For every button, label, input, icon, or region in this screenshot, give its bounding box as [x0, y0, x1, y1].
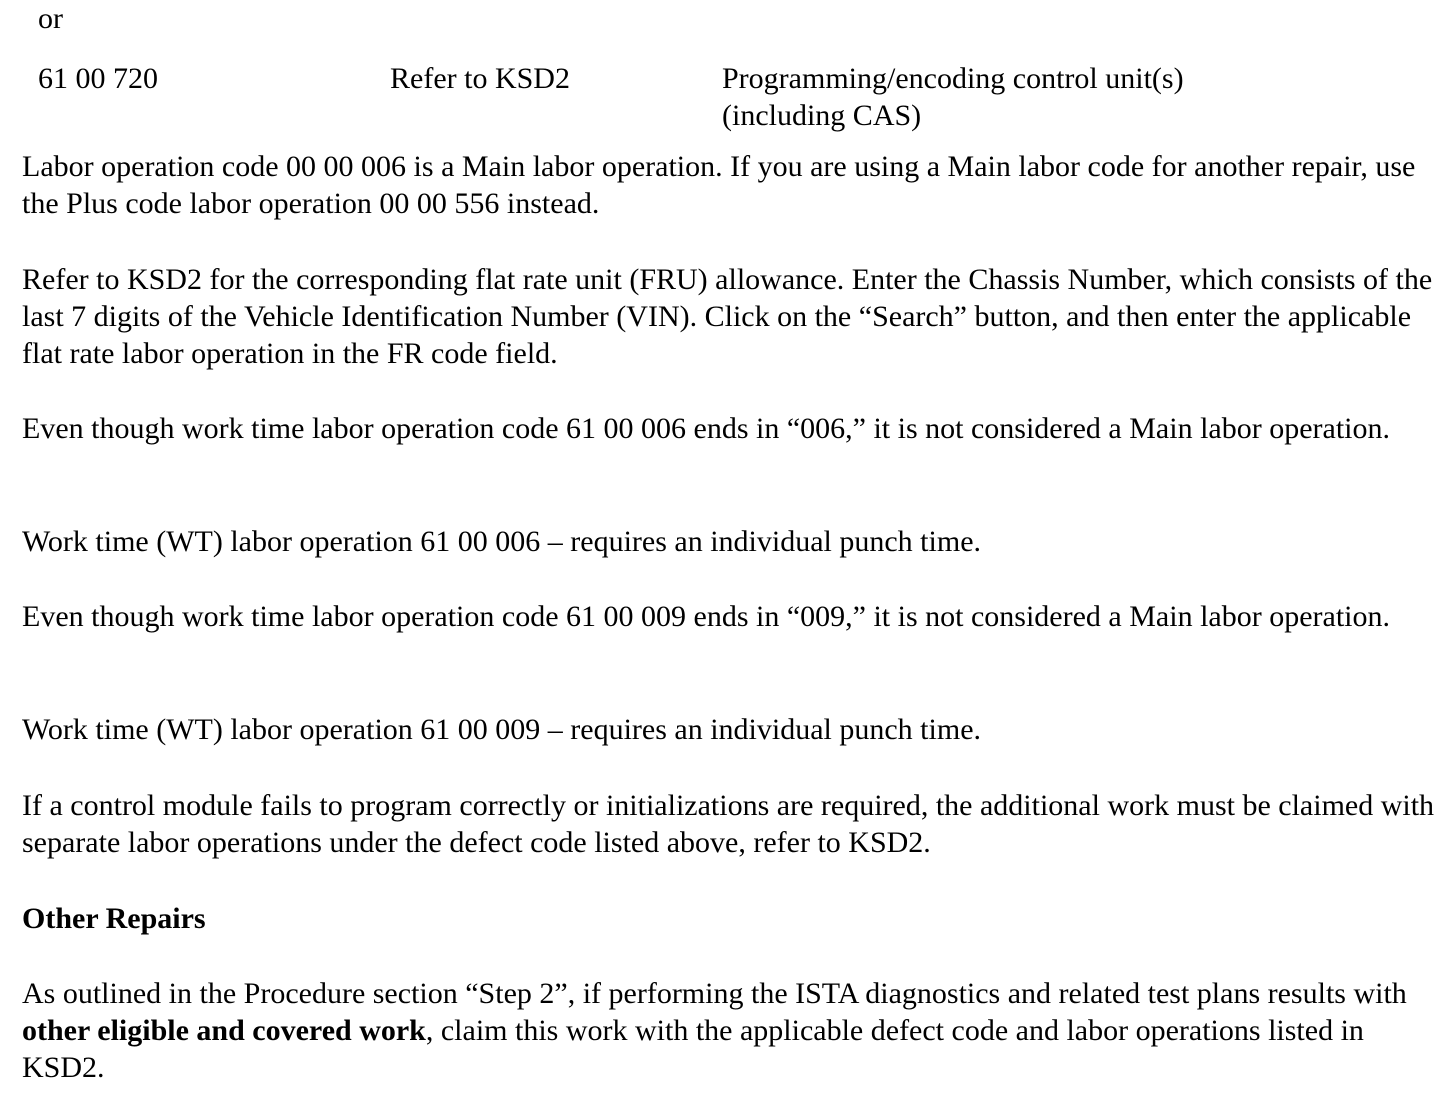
- labor-description-line2: (including CAS): [722, 99, 922, 132]
- labor-operation-row: [0, 60, 1456, 140]
- main-labor-paragraph: Labor operation code 00 00 006 is a Main labor operation. If you are using a Main labor code for another repair, use the Plus code labor operation 00 00 556 instead.: [22, 150, 1416, 220]
- other-repairs-heading: Other Repairs: [22, 902, 206, 935]
- other-repairs-paragraph: [22, 975, 1442, 1086]
- labor-reference: Refer to KSD2: [390, 62, 570, 95]
- other-repairs-text-after: , claim this work with the applicable defect code and labor operations listed in KSD2.: [22, 1014, 1364, 1084]
- wt-009-note-paragraph: Even though work time labor operation code 61 00 009 ends in “009,” it is not considered a Main labor operation.: [22, 600, 1391, 633]
- wt-006-punch-paragraph: Work time (WT) labor operation 61 00 006 – requires an individual punch time.: [22, 525, 982, 558]
- labor-code: 61 00 720: [38, 62, 158, 95]
- other-repairs-text-before: As outlined in the Procedure section “Step 2”, if performing the ISTA diagnostics and related test plans results with: [22, 977, 1407, 1010]
- labor-description-line1: Programming/encoding control unit(s): [722, 62, 1184, 95]
- wt-006-note-paragraph: Even though work time labor operation code 61 00 006 ends in “006,” it is not considered a Main labor operation.: [22, 412, 1391, 445]
- labor-description: [722, 60, 1422, 134]
- wt-009-punch-paragraph: Work time (WT) labor operation 61 00 009 – requires an individual punch time.: [22, 713, 982, 746]
- other-repairs-text-bold: other eligible and covered work: [22, 1014, 426, 1047]
- or-text: or: [38, 2, 63, 35]
- control-module-paragraph: If a control module fails to program correctly or initializations are required, the additional work must be claimed with separate labor operations under the defect code listed above, refer to KSD2.: [22, 789, 1435, 859]
- ksd2-refer-paragraph: Refer to KSD2 for the corresponding flat rate unit (FRU) allowance. Enter the Chassis Number, which consists of the last 7 digits of the Vehicle Identification Number (VIN). Click on the “Search” button, and then enter the applicable flat rate labor operation in the FR code field.: [22, 263, 1433, 370]
